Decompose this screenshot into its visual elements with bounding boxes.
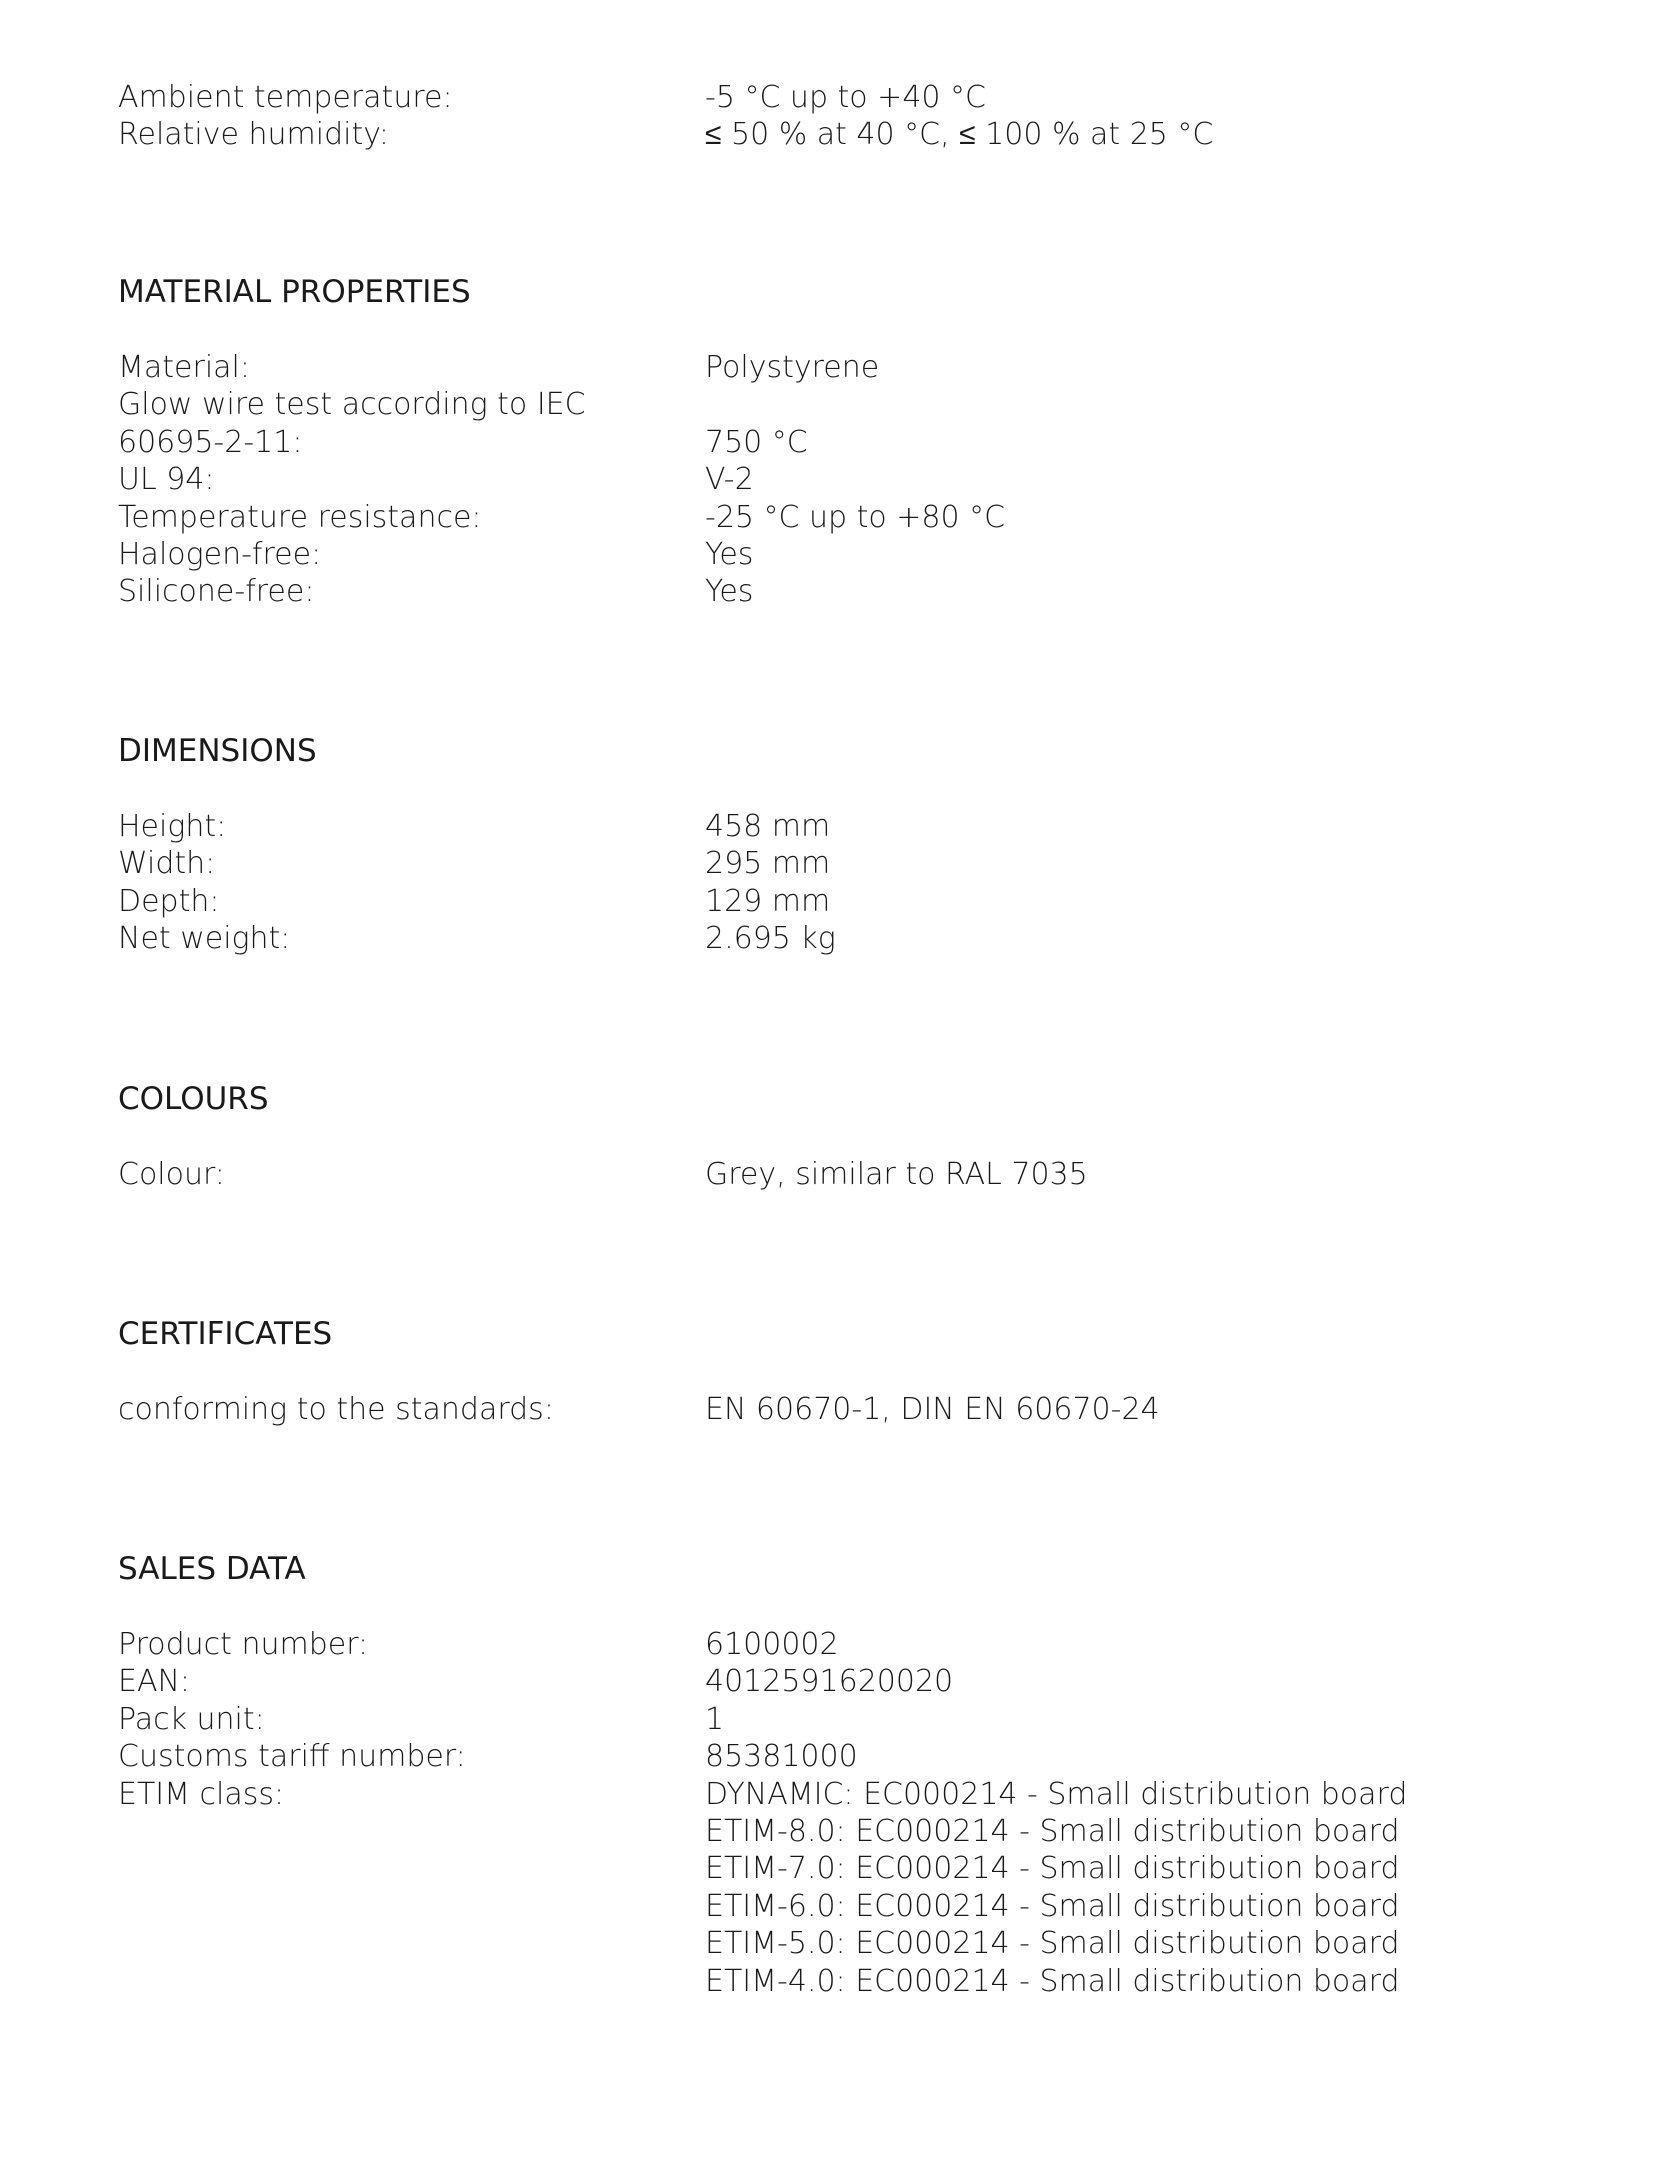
- spec-row: [118, 845, 1538, 882]
- spec-row: [118, 536, 1538, 573]
- sales-data-section: [118, 1549, 1538, 2000]
- spec-label: Material:: [118, 350, 250, 385]
- spec-label: Halogen-free:: [118, 537, 322, 573]
- etim-class-value: ETIM-7.0: EC000214 - Small distribution board: [705, 1851, 1400, 1887]
- spec-label: Net weight:: [118, 921, 291, 957]
- spec-row: [118, 1663, 1538, 1700]
- etim-class-value: ETIM-4.0: EC000214 - Small distribution board: [705, 1963, 1400, 1999]
- etim-class-value: ETIM-8.0: EC000214 - Small distribution board: [705, 1814, 1400, 1850]
- spec-value: Yes: [705, 537, 754, 573]
- spec-value: EN 60670-1, DIN EN 60670-24: [705, 1392, 1160, 1427]
- spec-label: UL 94:: [118, 462, 215, 498]
- spec-row: [118, 1391, 1538, 1428]
- etim-class-values: [705, 1776, 1538, 2000]
- spec-row: [118, 920, 1538, 957]
- spec-row: [118, 883, 1538, 920]
- certificates-section: [118, 1314, 1538, 1428]
- section-heading: CERTIFICATES: [118, 1316, 333, 1352]
- spec-label: Height:: [118, 809, 227, 844]
- spec-value: 1: [705, 1701, 725, 1737]
- spec-label: Relative humidity:: [118, 117, 389, 153]
- spec-row: [118, 808, 1538, 845]
- spec-value: 85381000: [705, 1739, 858, 1775]
- spec-label: Colour:: [118, 1157, 225, 1192]
- section-heading: SALES DATA: [118, 1551, 306, 1587]
- spec-label: Glow wire test according to IEC: [118, 387, 586, 423]
- spec-row: [118, 386, 1538, 423]
- spec-value: 295 mm: [705, 846, 831, 882]
- spec-value: 4012591620020: [705, 1664, 954, 1700]
- colours-section: [118, 1079, 1538, 1193]
- spec-value: ≤ 50 % at 40 °C, ≤ 100 % at 25 °C: [705, 117, 1214, 153]
- spec-value: 6100002: [705, 1627, 839, 1662]
- spec-row: [118, 116, 1538, 153]
- etim-class-value: ETIM-5.0: EC000214 - Small distribution board: [705, 1926, 1400, 1962]
- spec-label: Temperature resistance:: [118, 499, 482, 535]
- spec-label: Depth:: [118, 883, 220, 919]
- spec-value: V-2: [705, 462, 754, 498]
- spec-value: -5 °C up to +40 °C: [705, 80, 986, 115]
- spec-value: Grey, similar to RAL 7035: [705, 1157, 1088, 1192]
- etim-class-value: DYNAMIC: EC000214 - Small distribution board: [705, 1776, 1408, 1812]
- spec-row: [118, 1701, 1538, 1738]
- etim-class-row: [118, 1776, 1538, 2000]
- spec-row: [118, 461, 1538, 498]
- spec-label: Width:: [118, 846, 216, 882]
- spec-label: Ambient temperature:: [118, 80, 453, 115]
- spec-label: Pack unit:: [118, 1701, 265, 1737]
- spec-label: Silicone-free:: [118, 574, 315, 610]
- spec-row: [118, 573, 1538, 610]
- spec-value: 129 mm: [705, 883, 831, 919]
- spec-row: [118, 79, 1538, 116]
- section-heading: MATERIAL PROPERTIES: [118, 274, 471, 310]
- spec-value: 750 °C: [705, 424, 808, 460]
- spec-row: [118, 1738, 1538, 1775]
- section-heading: COLOURS: [118, 1081, 269, 1117]
- spec-row: [118, 1156, 1538, 1193]
- spec-row: [118, 424, 1538, 461]
- spec-value: Yes: [705, 574, 754, 610]
- spec-row: [118, 499, 1538, 536]
- dimensions-section: [118, 731, 1538, 958]
- spec-value: 458 mm: [705, 809, 831, 844]
- material-properties-section: [118, 272, 1538, 611]
- spec-value: 2.695 kg: [705, 921, 836, 957]
- spec-row: [118, 1626, 1538, 1663]
- spec-label: Customs tariff number:: [118, 1739, 466, 1775]
- environment-section: [118, 79, 1538, 154]
- spec-row: [118, 349, 1538, 386]
- spec-value: [705, 386, 1538, 423]
- section-heading: DIMENSIONS: [118, 733, 317, 769]
- spec-value: -25 °C up to +80 °C: [705, 499, 1006, 535]
- spec-label: 60695-2-11:: [118, 424, 303, 460]
- spec-label: Product number:: [118, 1627, 369, 1662]
- spec-label: conforming to the standards:: [118, 1392, 554, 1427]
- spec-value: Polystyrene: [705, 350, 880, 385]
- spec-label: ETIM class:: [118, 1776, 285, 1812]
- spec-label: EAN:: [118, 1664, 191, 1700]
- etim-class-value: ETIM-6.0: EC000214 - Small distribution board: [705, 1888, 1400, 1924]
